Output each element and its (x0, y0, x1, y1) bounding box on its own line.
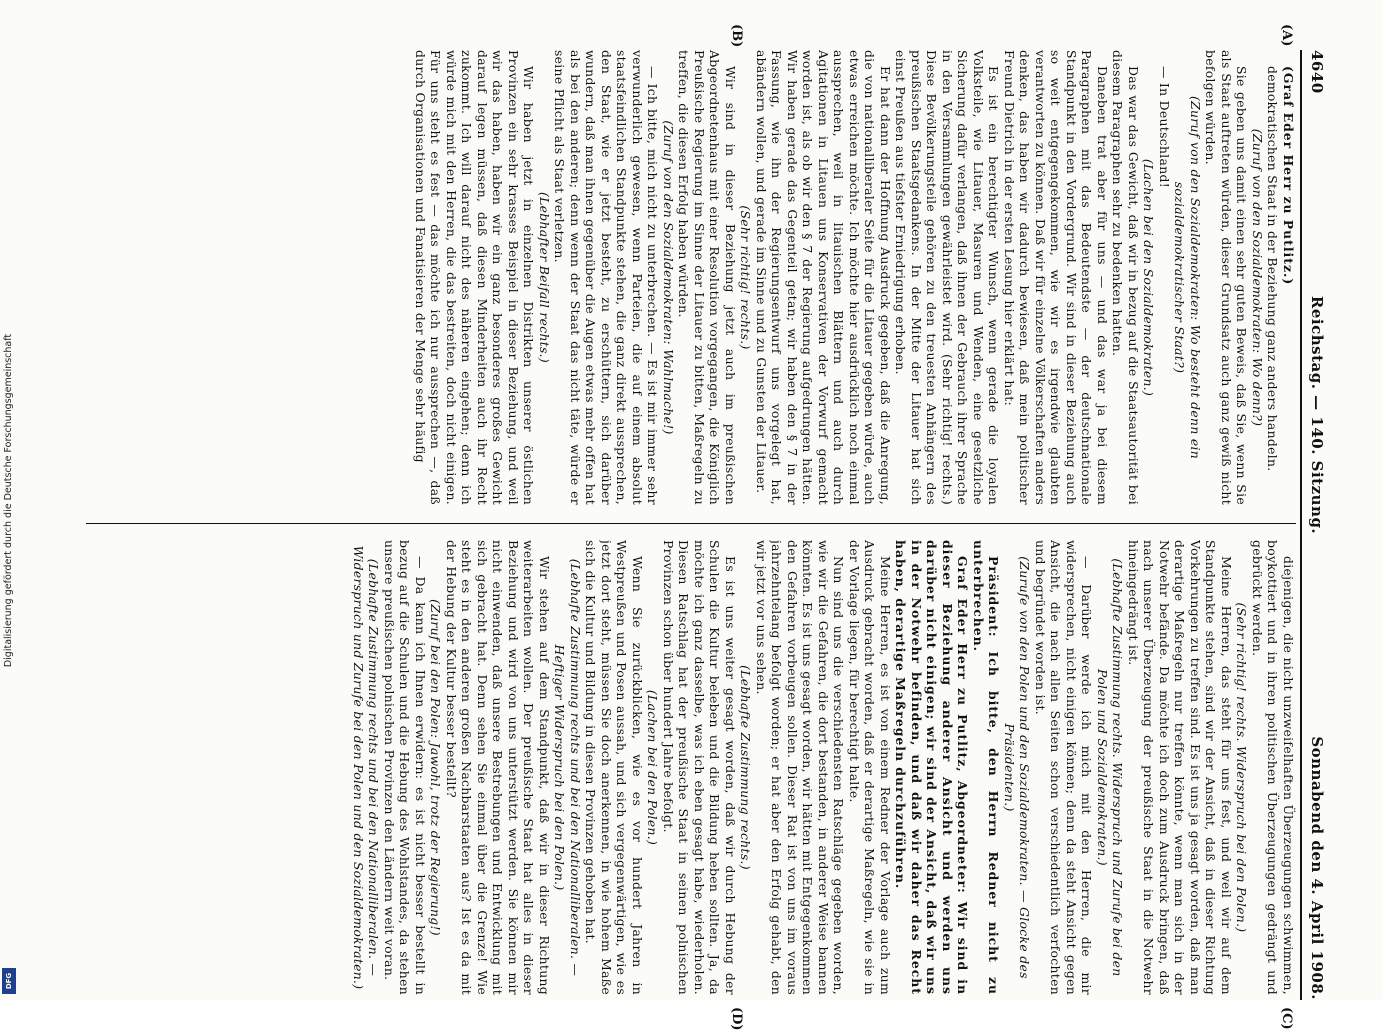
paragraph: Daneben trat aber für uns — und das war ja bei diesem Paragraphen mit das Bedeutendste — der deutschnationale Standpunkt in den Vordergrund. Wir sind in dieser Beziehung auch so weit entgegengekommen, wie wir es irgendwie glaubten verantworten zu können. Daß wir für einzelne Völkerschaften anders denken, das haben wir dadurch bewiesen, daß mein politischer Freund Dietrich in der ersten Lesung hier erklärt hat: (1002, 50, 1110, 505)
digitization-note-text: Digitalisierung gefördert durch die Deutsche Forschungsgemeinschaft (3, 333, 15, 667)
margin-mark-c: (C) (1279, 1007, 1294, 1030)
rotated-newspaper-page (70, 24, 1330, 1031)
margin-mark-a: (A) (1279, 24, 1294, 47)
paragraph: Meine Herren, es ist von einem Redner der Vorlage auch zum Ausdruck gebracht worden, daß er derartige Maßregeln, wie sie in der Vorlage liegen, für berechtigt halte. (847, 540, 893, 995)
right-column (86, 540, 1296, 995)
paragraph: Wir stehen auf dem Standpunkt, daß wir in dieser Richtung weiterarbeiten wollen. Der preußische Staat hat alles in dieser Beziehung und wird von uns unterstützt werden. Sie können mir nicht einwenden, daß unsere Bestrebungen und Entwicklung mit sich gebracht hat. Denn sehen Sie einmal über die Grenze! Wie steht es in den anderen großen Nachbarstaaten aus? Ist es da mit der Hebung der Kultur besser bestellt? (444, 540, 552, 995)
header-rule (1300, 50, 1302, 1000)
paragraph: Wir sind in dieser Beziehung jetzt auch im preußischen Abgeordnetenhaus mit einer Resolution vorgegangen, die Königlich Preußische Regierung im Sinne der Litauer zu bitten, Maßregeln zu treffen, die diesen Erfolg haben würden. (676, 50, 738, 505)
interjection: (Lebhafte Zustimmung rechts. Widerspruch und Zurufe bei den Polen und Sozialdemokraten.) (1095, 558, 1126, 977)
interjection: (Zuruf von den Sozialdemokraten: Wahlmache!) (661, 120, 676, 435)
text-columns (76, 50, 1296, 1000)
paragraph: Er hat dann der Hoffnung Ausdruck gegeben, daß die Anregung, die von nationalliberaler Seite für die Litauer gegeben würde, auch etwas erreichen möchte. Ich möchte hier ausdrücklich noch einmal aussprechen, weil in litauischen Blättern und auch durch Agitationen in Litauen uns Konservativen der Vorwurf gemacht worden ist, als ob wir den § 7 der Regierung aufgedrungen hätten. Wir haben gerade das Gegenteil getan; wir haben den § 7 in der Fassung, wie ihn der Regierungsentwurf uns vorgelegt hat, abändern wollen, und gerade im Sinne und zu Gunsten der Litauer. (754, 50, 893, 505)
paragraph: — Darüber werde ich mich mit den Herren, die mir widersprechen, nicht einigen können; denn da steht Ansicht gegen Ansicht, die nach allen Seiten schon verschiedentlich verfochten und begründet worden ist. (1033, 540, 1095, 995)
paragraph: Nun sind uns die verschiedensten Ratschläge gegeben worden, wie wir die Gefahren, die dort bestanden, in anderer Weise bannen könnten. Es ist uns gesagt worden, wir hätten mit Entgegenkommen den Gefahren vorbeugen sollen. Dieser Rat ist von uns im voraus jahrzehntelang befolgt worden; er hat aber den Erfolg gehabt, den wir jetzt vor uns sehen. (754, 540, 847, 995)
page-number: 4640 (1308, 50, 1326, 94)
column-divider (86, 523, 1296, 524)
margin-mark-d: (D) (729, 1007, 744, 1031)
interjection: (Lebhafte Zustimmung rechts.) (738, 665, 754, 870)
interjection: (Lebhafte Zustimmung rechts und bei den Nationalliberalen. — Heftiger Widerspruch bei den Polen.) (552, 558, 583, 977)
interjection: (Zuruf von den Sozialdemokraten: Wo besteht denn ein sozialdemokratischer Staat?) (1172, 95, 1203, 460)
interjection: (Sehr richtig! rechts. Widerspruch bei den Polen.) (1234, 602, 1250, 933)
interjection: (Lachen bei den Sozialdemokraten.) (1141, 158, 1157, 397)
paragraph: — Ich bitte, mich nicht zu unterbrechen. — Es ist mir immer sehr verwunderlich gewesen, wenn Parteien, die auf einem absolut staatsfeindlichen Standpunkte stehen, die ganz direkt aussprechen, den Staat, wie er jetzt besteht, zu erschüttern, sich darüber wundern, daß man ihnen gegenüber die Augen etwas mehr offen hat als bei den anderen; denn wenn der Staat das nicht täte, würde er seine Pflicht als Staat verletzen. (552, 50, 661, 505)
page-header (1304, 50, 1330, 1000)
paragraph: — In Deutschland! (1157, 66, 1172, 188)
paragraph: Wenn Sie zurückblicken, wie es vor hundert Jahren in Westpreußen und Posen aussah, und sich vergegenwärtigen, wie es jetzt dort steht, müssen Sie doch anerkennen, in wie hohem Maße sich die Kultur und Bildung in diesen Provinzen gehoben hat. (583, 540, 645, 995)
paragraph: — Da kann ich Ihnen erwidern: es ist nicht besser bestellt in bezug auf die Schulen und die Hebung des Wohlstandes, da stehen unsere preußischen polnischen Provinzen den Ländern weit voran. (382, 540, 428, 995)
interjection: (Zuruf bei den Polen: Jawohl, trotz der Regierung!) (428, 599, 444, 936)
dfg-logo (2, 968, 16, 994)
paragraph: demokratischen Staat in der Beziehung ganz anders handeln. (1265, 66, 1281, 472)
interjection: (Lachen bei den Polen.) (645, 689, 661, 846)
speaker-line: (Graf Eder Herr zu Putlitz.) (1281, 66, 1296, 286)
paragraph: Sie geben uns damit einen sehr guten Beweis, daß Sie, wenn Sie als Staat auftreten würden, dieser Grundsatz auch ganz gewiß nicht befolgen würden. (1203, 50, 1250, 505)
dfg-logo-text: DFG (5, 972, 13, 990)
left-column (86, 50, 1296, 505)
session-date: Sonnabend den 4. April 1908. (1308, 736, 1326, 1000)
paragraph: Das war das Gewicht, daß wir in bezug auf die Staatsautorität bei diesem Paragraphen sehr zu bedenken hatten. (1110, 50, 1141, 505)
session-title: Reichstag. — 140. Sitzung. (1308, 295, 1326, 535)
speaker-line: Präsident: Ich bitte, den Herrn Redner nicht zu unterbrechen. (971, 540, 1002, 995)
interjection: (Sehr richtig! rechts.) (738, 205, 754, 350)
interjection: (Lebhafter Beifall rechts.) (537, 191, 552, 364)
interjection: (Zurufe von den Polen und den Sozialdemokraten. — Glocke des Präsidenten.) (1002, 556, 1033, 979)
interjection: (Lebhafte Zustimmung rechts und bei den Nationalliberalen. — Widerspruch und Zurufe bei den Polen und den Sozialdemokraten.) (351, 545, 382, 990)
paragraph: diejenigen, die nicht unzweifelhaften Überzeugungen schwimmen, boykottiert und in ihren politischen Überzeugungen gedrängt und gebrückt werden. (1250, 540, 1296, 995)
interjection: (Zuruf von den Sozialdemokraten: Wo denn?) (1250, 128, 1265, 427)
margin-mark-b: (B) (729, 24, 744, 48)
paragraph: Meine Herren, das steht für uns fest, und weil wir auf dem Standpunkte stehen, sind wir der Ansicht, daß in dieser Richtung Vorkehrungen zu treffen sind. Es ist uns ja gesagt worden, daß man derartige Maßregeln nur treffen könnte, wenn man sich in der Notwehr befände. Da möchte ich doch zum Ausdruck bringen, daß nach unserer Überzeugung der preußische Staat in die Notwehr hineingedrängt ist. (1126, 540, 1234, 995)
digitization-note (2, 0, 16, 1000)
paragraph: Wir haben jetzt in einzelnen Distrikten unserer östlichen Provinzen ein sehr krasses Beispiel in dieser Beziehung, und weil wir das haben, haben wir ein ganz besonderes großes Gewicht darauf legen müssen, daß diesen Minderheiten auch ihr Recht zukommt. Ich will darauf nicht des näheren eingehen; denn ich würde mich mit den Herren, die das bestreiten, doch nicht einigen. Für uns steht es fest — das möchte ich nur aussprechen —, daß durch Organisationen und Fanatisieren der Menge sehr häufig (413, 50, 537, 505)
paragraph: Es ist ein berechtigter Wunsch, wenn gerade die loyalen Volksteile, wie Litauer, Masuren und Wenden, eine gesetzliche Sicherung dafür verlangen, daß ihnen der Gebrauch ihrer Sprache in den Versammlungen gewährleistet wird. (Sehr richtig! rechts.) Diese Bevölkerungsteile gehören zu den treuesten Anhängern des preußischen Staatsgedankens. In der Mitte der Litauer hat sich einst Preußen aus tiefster Erniedrigung erhoben. (893, 50, 1002, 505)
paragraph: Es ist uns weiter gesagt worden, daß wir durch Hebung der Schulen die Kultur beleben und die Bildung heben sollten. Ja, da möchte ich ganz dasselbe, was ich eben gesagt habe, wiederholen. Diesen Ratschlag hat der preußische Staat in seinen polnischen Provinzen schon über hundert Jahre befolgt. (661, 540, 738, 995)
speaker-line: Graf Eder Herr zu Putlitz, Abgeordneter: Wir sind in dieser Beziehung anderer Ansicht und werden uns darüber nicht einigen; wir sind der Ansicht, daß wir uns in der Notwehr befinden, und daß wir daher das Recht haben, derartige Maßregeln durchzuführen. (893, 540, 971, 995)
